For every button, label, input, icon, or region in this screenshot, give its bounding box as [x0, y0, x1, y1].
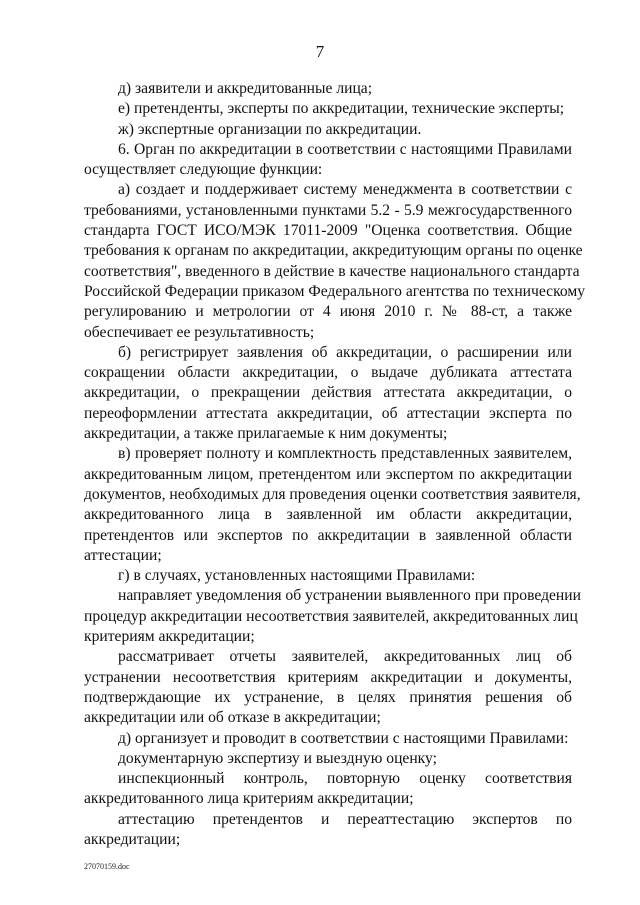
text-line: ж) экспертные организации по аккредитации.: [118, 120, 422, 138]
text-line: аккредитации или об отказе в аккредитации;: [84, 709, 381, 727]
text-line: 6. Орган по аккредитации в соответствии с настоящими Правилами: [118, 140, 572, 158]
text-line: д) заявители и аккредитованные лица;: [118, 80, 373, 97]
text-line: стандарта ГОСТ ИСО/МЭК 17011-2009 "Оценка соответствия. Общие: [84, 222, 572, 240]
text-line: требованиями, установленными пунктами 5.2 - 5.9 межгосударственного: [84, 201, 572, 219]
text-line: рассматривает отчеты заявителей, аккредитованных лиц об: [118, 648, 572, 666]
text-line: устранении несоответствия критериям аккредитации и документы,: [84, 668, 572, 686]
file-name-footer: 27070159.doc: [84, 862, 130, 871]
document-body: [84, 79, 586, 850]
page-number: 7: [315, 42, 325, 61]
text-line: осуществляет следующие функции:: [84, 161, 323, 179]
text-line: е) претенденты, эксперты по аккредитации, технические эксперты;: [118, 100, 565, 118]
text-line: Российской Федерации приказом Федерального агентства по техническому: [84, 282, 586, 300]
text-line: процедур аккредитации несоответствия заявителей, аккредитованных лиц: [84, 607, 578, 625]
text-line: в) проверяет полноту и комплектность представленных заявителем,: [118, 445, 572, 463]
text-line: аккредитованного лица в заявленной им области аккредитации,: [84, 506, 572, 524]
text-line: требования к органам по аккредитации, аккредитующим органы по оценке: [84, 242, 583, 260]
text-line: соответствия", введенного в действие в качестве национального стандарта: [84, 262, 580, 280]
text-line: переоформлении аттестата аккредитации, об аттестации эксперта по: [84, 404, 572, 422]
text-line: г) в случаях, установленных настоящими Правилами:: [118, 567, 476, 585]
text-line: претендентов или экспертов по аккредитации в заявленной области: [84, 526, 572, 544]
text-line: направляет уведомления об устранении выявленного при проведении: [118, 587, 581, 605]
text-line: аккредитации, о прекращении действия аттестата аккредитации, о: [84, 384, 572, 402]
text-line: аккредитованным лицом, претендентом или экспертом по аккредитации: [84, 465, 572, 483]
text-line: д) организует и проводит в соответствии с настоящими Правилами:: [118, 729, 569, 747]
text-line: б) регистрирует заявления об аккредитации, о расширении или: [118, 343, 572, 361]
text-line: аттестации;: [84, 546, 162, 564]
text-line: инспекционный контроль, повторную оценку соответствия: [118, 770, 572, 788]
text-line: сокращении области аккредитации, о выдаче дубликата аттестата: [84, 364, 572, 382]
text-line: аккредитации;: [84, 830, 181, 848]
text-line: документарную экспертизу и выездную оценку;: [118, 749, 437, 767]
text-line: аккредитованного лица критериям аккредитации;: [84, 790, 414, 808]
text-line: аттестацию претендентов и переаттестацию экспертов по: [118, 810, 572, 828]
text-line: документов, необходимых для проведения оценки соответствия заявителя,: [84, 485, 581, 503]
text-line: регулированию и метрологии от 4 июня 2010 г. № 88-ст, а также: [84, 303, 572, 321]
text-line: обеспечивает ее результативность;: [84, 323, 315, 341]
text-line: аккредитации, а также прилагаемые к ним документы;: [84, 425, 448, 443]
text-line: подтверждающие их устранение, в целях принятия решения об: [84, 688, 572, 706]
text-line: критериям аккредитации;: [84, 628, 255, 646]
text-line: а) создает и поддерживает систему менеджмента в соответствии с: [118, 181, 572, 199]
